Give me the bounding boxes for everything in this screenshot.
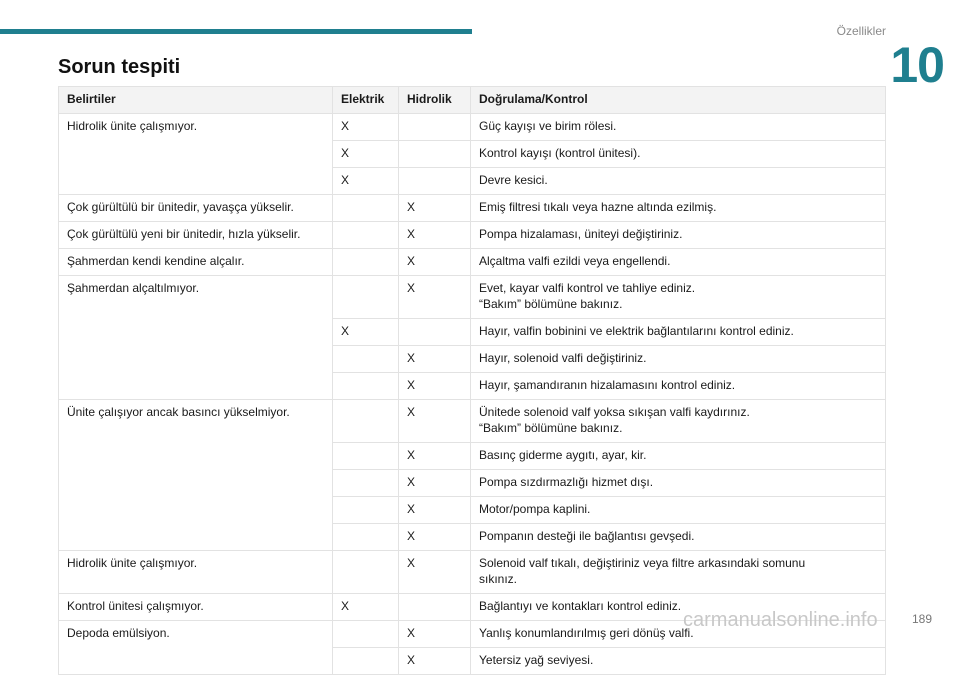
check-text: Basınç giderme aygıtı, ayar, kir. <box>479 448 647 462</box>
electrical-mark-cell <box>333 443 399 470</box>
table-row <box>59 114 886 141</box>
hydraulic-mark-cell: X <box>399 222 471 249</box>
hydraulic-mark-cell: X <box>399 276 471 319</box>
symptom-cell: Şahmerdan alçaltılmıyor. <box>59 276 333 400</box>
hydraulic-mark-cell <box>399 114 471 141</box>
table-row <box>59 249 886 276</box>
electrical-mark-cell <box>333 222 399 249</box>
check-text: Kontrol kayışı (kontrol ünitesi). <box>479 146 641 160</box>
page-number: 189 <box>911 612 932 626</box>
check-text: Bağlantıyı ve kontakları kontrol ediniz. <box>479 599 682 613</box>
check-text: Pompa sızdırmazlığı hizmet dışı. <box>479 475 654 489</box>
hydraulic-mark-cell: X <box>399 249 471 276</box>
check-text-continued: “Bakım” bölümüne bakınız. <box>479 297 623 311</box>
hydraulic-mark-cell: X <box>399 373 471 400</box>
check-text-continued: “Bakım” bölümüne bakınız. <box>479 421 623 435</box>
symptom-cell: Hidrolik ünite çalışmıyor. <box>59 114 333 195</box>
hydraulic-mark-cell <box>399 319 471 346</box>
check-cell <box>471 168 886 195</box>
electrical-mark-cell <box>333 373 399 400</box>
check-text: Motor/pompa kaplini. <box>479 502 591 516</box>
watermark: carmanualsonline.info <box>683 609 878 631</box>
check-cell <box>471 346 886 373</box>
symptom-cell: Kontrol ünitesi çalışmıyor. <box>59 594 333 621</box>
electrical-mark-cell <box>333 195 399 222</box>
electrical-mark-cell <box>333 497 399 524</box>
hydraulic-mark-cell: X <box>399 497 471 524</box>
electrical-mark-cell <box>333 276 399 319</box>
check-cell <box>471 648 886 675</box>
table-row <box>59 222 886 249</box>
check-text: Emiş filtresi tıkalı veya hazne altında ezilmiş. <box>479 200 717 214</box>
table-row <box>59 400 886 443</box>
hydraulic-mark-cell <box>399 168 471 195</box>
hydraulic-mark-cell: X <box>399 551 471 594</box>
check-cell <box>471 373 886 400</box>
table-row <box>59 276 886 319</box>
hydraulic-mark-cell: X <box>399 470 471 497</box>
page-title: Sorun tespiti <box>58 56 181 78</box>
electrical-mark-cell <box>333 648 399 675</box>
electrical-mark-cell <box>333 551 399 594</box>
check-cell <box>471 276 886 319</box>
troubleshooting-table <box>58 86 886 675</box>
electrical-mark-cell <box>333 621 399 648</box>
hydraulic-mark-cell <box>399 141 471 168</box>
check-cell <box>471 551 886 594</box>
electrical-mark-cell <box>333 470 399 497</box>
check-text: Devre kesici. <box>479 173 548 187</box>
check-text: Pompanın desteği ile bağlantısı gevşedi. <box>479 529 695 543</box>
table-header-row <box>59 87 886 114</box>
check-cell <box>471 141 886 168</box>
check-cell <box>471 249 886 276</box>
table-row <box>59 551 886 594</box>
hydraulic-mark-cell: X <box>399 346 471 373</box>
check-cell <box>471 222 886 249</box>
check-text: Yetersiz yağ seviyesi. <box>479 653 594 667</box>
check-cell <box>471 443 886 470</box>
check-cell <box>471 470 886 497</box>
electrical-mark-cell: X <box>333 168 399 195</box>
electrical-mark-cell <box>333 346 399 373</box>
check-cell <box>471 195 886 222</box>
hydraulic-mark-cell: X <box>399 648 471 675</box>
check-text-continued: sıkınız. <box>479 572 518 586</box>
electrical-mark-cell: X <box>333 141 399 168</box>
check-text: Ünitede solenoid valf yoksa sıkışan valfi kaydırınız. <box>479 405 750 419</box>
check-text: Hayır, şamandıranın hizalamasını kontrol ediniz. <box>479 378 736 392</box>
symptom-cell: Ünite çalışıyor ancak basıncı yükselmiyor. <box>59 400 333 551</box>
hydraulic-mark-cell: X <box>399 400 471 443</box>
hydraulic-mark-cell: X <box>399 524 471 551</box>
table-body <box>59 114 886 675</box>
electrical-mark-cell <box>333 249 399 276</box>
header-electrical: Elektrik <box>333 87 399 114</box>
header-check: Doğrulama/Kontrol <box>471 87 886 114</box>
check-cell <box>471 114 886 141</box>
check-text: Alçaltma valfi ezildi veya engellendi. <box>479 254 671 268</box>
hydraulic-mark-cell: X <box>399 621 471 648</box>
symptom-cell: Şahmerdan kendi kendine alçalır. <box>59 249 333 276</box>
section-name: Özellikler <box>836 24 886 38</box>
check-text: Hayır, solenoid valfi değiştiriniz. <box>479 351 647 365</box>
hydraulic-mark-cell: X <box>399 443 471 470</box>
hydraulic-mark-cell <box>399 594 471 621</box>
check-cell <box>471 319 886 346</box>
check-text: Hayır, valfin bobinini ve elektrik bağlantılarını kontrol ediniz. <box>479 324 794 338</box>
symptom-cell: Çok gürültülü yeni bir ünitedir, hızla yükselir. <box>59 222 333 249</box>
check-cell <box>471 497 886 524</box>
electrical-mark-cell <box>333 400 399 443</box>
symptom-cell: Hidrolik ünite çalışmıyor. <box>59 551 333 594</box>
header-accent-bar <box>0 29 472 34</box>
check-text: Evet, kayar valfi kontrol ve tahliye ediniz. <box>479 281 696 295</box>
symptom-cell: Çok gürültülü bir ünitedir, yavaşça yükselir. <box>59 195 333 222</box>
check-cell <box>471 524 886 551</box>
chapter-number: 10 <box>890 37 944 93</box>
electrical-mark-cell: X <box>333 594 399 621</box>
check-text: Güç kayışı ve birim rölesi. <box>479 119 617 133</box>
electrical-mark-cell <box>333 524 399 551</box>
check-text: Pompa hizalaması, üniteyi değiştiriniz. <box>479 227 683 241</box>
hydraulic-mark-cell: X <box>399 195 471 222</box>
electrical-mark-cell: X <box>333 114 399 141</box>
table-row <box>59 195 886 222</box>
electrical-mark-cell: X <box>333 319 399 346</box>
symptom-cell: Depoda emülsiyon. <box>59 621 333 675</box>
header-hydraulic: Hidrolik <box>399 87 471 114</box>
header-symptoms: Belirtiler <box>59 87 333 114</box>
check-text: Solenoid valf tıkalı, değiştiriniz veya filtre arkasındaki somunu <box>479 556 806 570</box>
check-cell <box>471 400 886 443</box>
check-text: Yanlış konumlandırılmış geri dönüş valfi. <box>479 626 694 640</box>
